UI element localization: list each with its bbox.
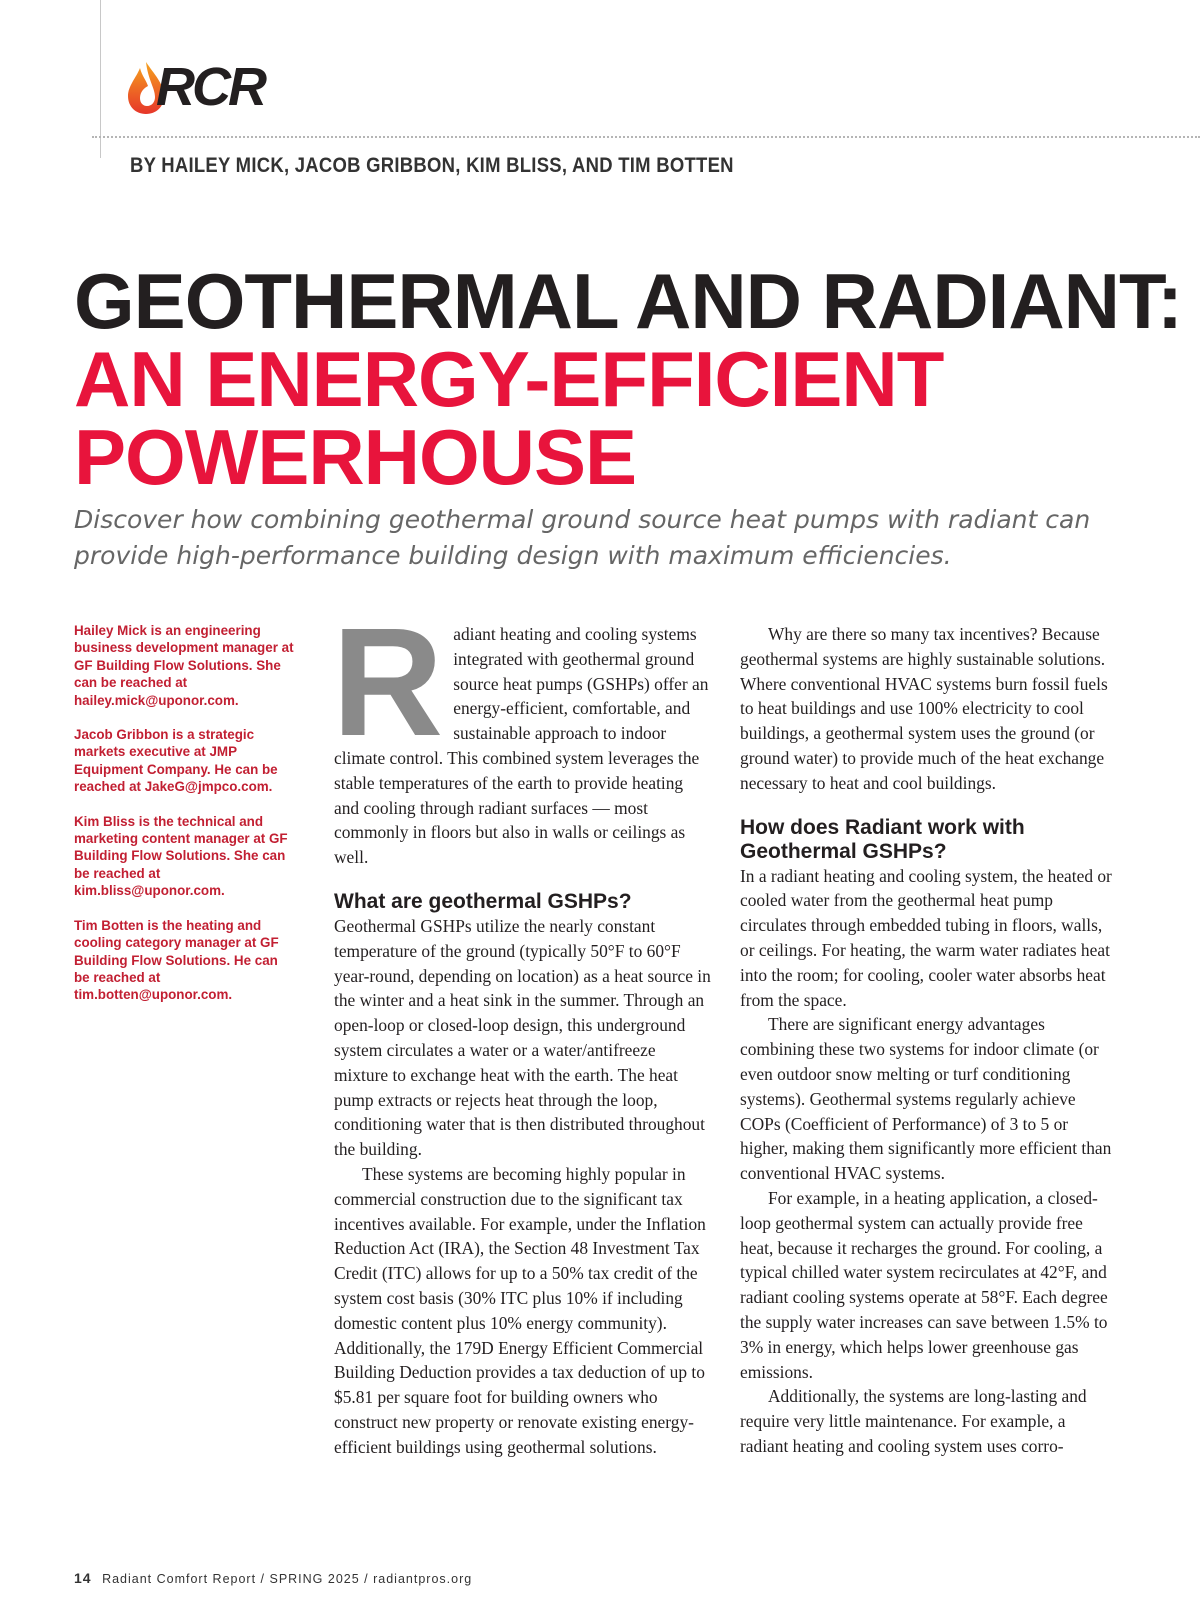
- author-bio: Tim Botten is the heating and cooling category manager at GF Building Flow Solutions. He can be reached at tim.botten@uponor.com.: [74, 917, 279, 1003]
- byline: BY HAILEY MICK, JACOB GRIBBON, KIM BLISS, AND TIM BOTTEN: [130, 154, 734, 177]
- headline-part1: GEOTHERMAL AND RADIANT:: [74, 257, 1182, 345]
- page-footer: [74, 1570, 472, 1586]
- body-paragraph: There are significant energy advantages combining these two systems for indoor climate (or even outdoor snow melting or turf conditioning systems). Geothermal systems regularly achieve COPs (Coefficient of Performance) of 3 to 5 or higher, making them significantly more efficient than conventional HVAC systems.: [740, 1014, 1112, 1184]
- section-heading: What are geothermal GSHPs?: [334, 889, 632, 913]
- rcr-logo: [126, 58, 278, 116]
- section-heading: How does Radiant work with Geothermal GSHPs?: [740, 815, 1025, 863]
- author-bios: [74, 622, 296, 1021]
- logo-text: RCR: [156, 57, 264, 117]
- author-bio: Kim Bliss is the technical and marketing content manager at GF Building Flow Solutions. She can be reached at kim.bliss@uponor.com.: [74, 813, 288, 899]
- article-column-1: [332, 596, 712, 1460]
- author-bio: Jacob Gribbon is a strategic markets executive at JMP Equipment Company. He can be reached at JakeG@jmpco.com.: [74, 727, 278, 795]
- footer-text: Radiant Comfort Report / SPRING 2025 / radiantpros.org: [102, 1572, 473, 1586]
- intro-paragraph: adiant heating and cooling systems integrated with geothermal ground source heat pumps (GSHPs) offer an energy-efficient, comfortable, and sustainable approach to indoor climate control. This combined system leverages the stable temperatures of the earth to provide heating and cooling through radiant surfaces — most commonly in floors but also in walls or ceilings as well.: [334, 624, 709, 868]
- author-bio: Hailey Mick is an engineering business development manager at GF Building Flow Solutions. She can be reached at hailey.mick@uponor.com.: [74, 623, 294, 708]
- article-column-2: [740, 622, 1118, 1459]
- deck-subtitle: Discover how combining geothermal ground source heat pumps with radiant can provide high-performance building design with maximum efficiencies.: [74, 505, 1091, 570]
- body-paragraph: Additionally, the systems are long-lasting and require very little maintenance. For example, a radiant heating and cooling system uses corro-: [740, 1386, 1087, 1456]
- body-paragraph: These systems are becoming highly popular in commercial construction due to the significant tax incentives available. For example, under the Inflation Reduction Act (IRA), the Section 48 Investment Tax Credit (ITC) allows for up to a 50% tax credit of the system cost basis (30% ITC plus 10% if including domestic content plus 10% energy community). Additionally, the 179D Energy Efficient Commercial Building Deduction provides a tax deduction of up to $5.81 per square foot for building owners who construct new property or renovate existing energy-efficient buildings using geothermal solutions.: [334, 1163, 706, 1457]
- headline: [74, 257, 1184, 501]
- page-number: 14: [74, 1570, 92, 1586]
- dotted-divider: [92, 136, 1200, 138]
- body-paragraph: Geothermal GSHPs utilize the nearly constant temperature of the ground (typically 50°F to 60°F year-round, depending on location) as a heat source in the winter and a heat sink in the summer. Through an open-loop or closed-loop design, this underground system circulates a water or a water/antifreeze mixture to exchange heat with the earth. The heat pump extracts or rejects heat through the loop, conditioning water that is then distributed throughout the building.: [334, 915, 711, 1160]
- body-paragraph: In a radiant heating and cooling system, the heated or cooled water from the geothermal heat pump circulates through embedded tubing in floors, walls, or ceilings. For heating, the warm water radiates heat into the room; for cooling, cooler water absorbs heat from the space.: [740, 865, 1112, 1010]
- headline-part2: AN ENERGY-EFFICIENT POWERHOUSE: [74, 335, 944, 501]
- body-paragraph: For example, in a heating application, a closed-loop geothermal system can actually provide free heat, because it recharges the ground. For cooling, a typical chilled water system recirculates at 42°F, and radiant cooling systems operate at 58°F. Each degree the supply water increases can save between 1.5% to 3% in energy, which helps lower greenhouse gas emissions.: [740, 1187, 1108, 1382]
- vertical-rule: [100, 0, 101, 158]
- drop-cap: R: [332, 596, 444, 768]
- body-paragraph: Why are there so many tax incentives? Because geothermal systems are highly sustainable solutions. Where conventional HVAC systems burn fossil fuels to heat buildings and use 100% electricity to cool buildings, a geothermal system uses the ground (or ground water) to provide much of the heat exchange necessary to heat and cool buildings.: [740, 624, 1108, 793]
